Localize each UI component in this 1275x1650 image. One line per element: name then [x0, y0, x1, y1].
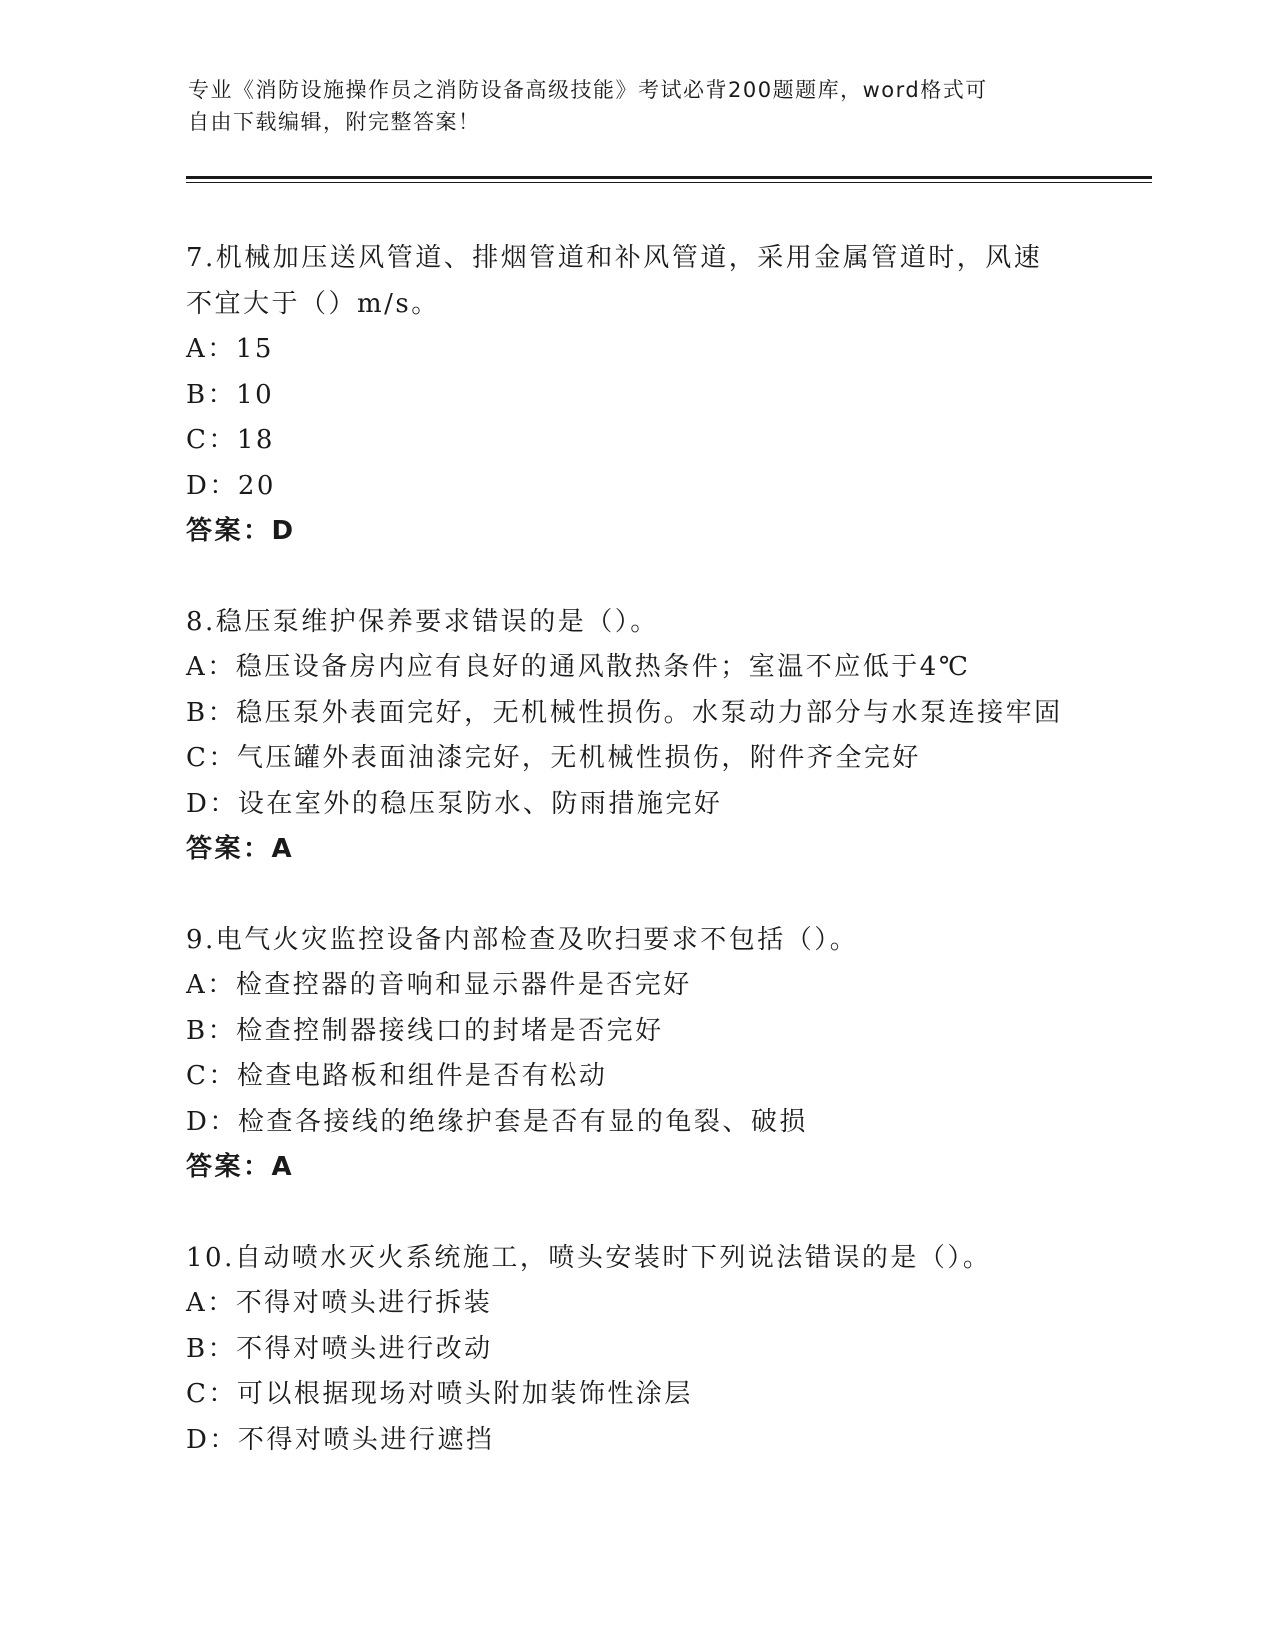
question-spacer [186, 1191, 1106, 1236]
option-a: A：稳压设备房内应有良好的通风散热条件；室温不应低于4℃ [186, 652, 971, 682]
document-header [188, 74, 1088, 138]
question-block [186, 1236, 1106, 1464]
option-c: C：气压罐外表面油漆完好，无机械性损伤，附件齐全完好 [186, 743, 921, 773]
question-block [186, 918, 1106, 1191]
question-stem: 10.自动喷水灭火系统施工，喷头安装时下列说法错误的是（）。 [186, 1242, 992, 1273]
question-stem: 7.机械加压送风管道、排烟管道和补风管道，采用金属管道时，风速 [186, 243, 1043, 273]
question-list [186, 236, 1106, 1463]
option-c: C：可以根据现场对喷头附加装饰性涂层 [186, 1379, 693, 1409]
question-stem-continued: 不宜大于（）m/s。 [186, 288, 440, 319]
option-c: C：18 [186, 425, 275, 455]
option-b: B：稳压泵外表面完好，无机械性损伤。水泵动力部分与水泵连接牢固 [186, 697, 1063, 728]
option-d: D：不得对喷头进行遮挡 [186, 1424, 495, 1455]
header-divider-thick [186, 176, 1152, 179]
option-d: D：20 [186, 470, 276, 501]
answer-line: 答案：D [186, 516, 296, 546]
option-b: B：10 [186, 379, 275, 410]
option-a: A：15 [186, 334, 274, 364]
option-b: B：检查控制器接线口的封堵是否完好 [186, 1015, 664, 1046]
answer-line: 答案：A [186, 1152, 295, 1182]
option-b: B：不得对喷头进行改动 [186, 1333, 493, 1364]
option-a: A：检查控器的音响和显示器件是否完好 [186, 970, 692, 1000]
question-stem: 8.稳压泵维护保养要求错误的是（）。 [186, 606, 659, 637]
header-line-1: 专业《消防设施操作员之消防设备高级技能》考试必背200题题库，word格式可 [188, 78, 988, 102]
header-divider-thin [186, 182, 1152, 183]
option-d: D：设在室外的稳压泵防水、防雨措施完好 [186, 788, 723, 819]
question-spacer [186, 873, 1106, 918]
option-c: C：检查电路板和组件是否有松动 [186, 1061, 608, 1091]
answer-line: 答案：A [186, 834, 295, 864]
option-d: D：检查各接线的绝缘护套是否有显的龟裂、破损 [186, 1106, 808, 1137]
question-spacer [186, 555, 1106, 600]
option-a: A：不得对喷头进行拆装 [186, 1288, 493, 1318]
question-block [186, 236, 1106, 555]
question-block [186, 600, 1106, 873]
question-stem: 9.电气火灾监控设备内部检查及吹扫要求不包括（）。 [186, 924, 859, 955]
header-line-2: 自由下载编辑，附完整答案！ [188, 110, 481, 134]
